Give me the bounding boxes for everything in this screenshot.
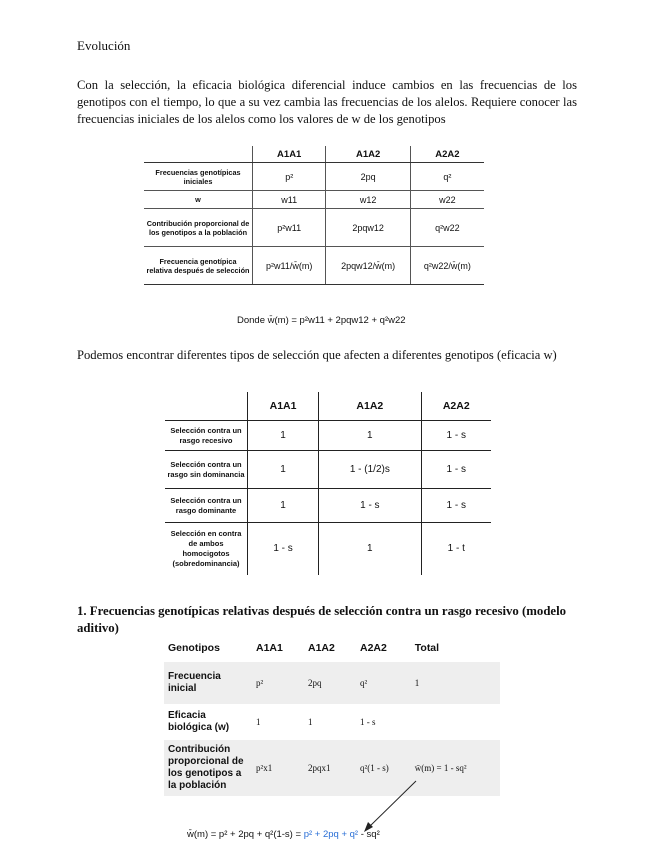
table-cell: 1 - s bbox=[248, 523, 319, 575]
table-cell: 1 bbox=[256, 717, 261, 727]
table-row bbox=[164, 704, 500, 740]
fitness-table bbox=[144, 146, 484, 285]
table-header-cell: Genotipos bbox=[168, 642, 220, 654]
row-label: Contribución proporcional de los genotipos a la población bbox=[144, 209, 253, 247]
table-cell: q² bbox=[410, 163, 484, 191]
table-row bbox=[165, 421, 491, 451]
table-header-cell: Total bbox=[414, 642, 440, 654]
table-header-cell: A2A2 bbox=[410, 146, 484, 163]
row-label: Eficacia biológica (w) bbox=[168, 710, 230, 733]
table-header-cell: A1A1 bbox=[253, 146, 326, 163]
table-cell: w̄(m) = 1 - sq² bbox=[411, 740, 500, 796]
table-row bbox=[165, 451, 491, 489]
table-header-cell bbox=[144, 146, 253, 163]
table-cell: 1 bbox=[248, 489, 319, 523]
table-cell: 1 bbox=[411, 662, 500, 704]
table-row bbox=[144, 191, 484, 209]
table-row bbox=[144, 247, 484, 285]
table-cell: 1 bbox=[319, 421, 421, 451]
table-header-row bbox=[164, 634, 500, 662]
table-cell: p²w11 bbox=[253, 209, 326, 247]
row-label: Selección contra un rasgo recesivo bbox=[165, 421, 248, 451]
formula-lhs: w̄(m) = p² + 2pq + q²(1-s) = bbox=[187, 829, 304, 840]
table-cell: q² bbox=[356, 662, 411, 704]
table-row bbox=[144, 209, 484, 247]
table-header-cell: A1A2 bbox=[308, 642, 335, 654]
table-cell: w12 bbox=[326, 191, 410, 209]
table-row bbox=[165, 489, 491, 523]
table-header-cell: A1A2 bbox=[319, 392, 421, 421]
table-header-row bbox=[165, 392, 491, 421]
table-cell: 1 - t bbox=[421, 523, 491, 575]
table-header-cell: A2A2 bbox=[360, 642, 387, 654]
table-cell: p² bbox=[253, 163, 326, 191]
table-cell: 1 bbox=[248, 421, 319, 451]
table-cell: 1 - s bbox=[421, 451, 491, 489]
table-header-row bbox=[144, 146, 484, 163]
table-cell: 1 - s bbox=[319, 489, 421, 523]
table-cell: q²(1 - s) bbox=[356, 740, 411, 796]
row-label: Frecuencias genotípicas iniciales bbox=[144, 163, 253, 191]
table-cell: q²w22/w̄(m) bbox=[410, 247, 484, 285]
table-cell: w22 bbox=[410, 191, 484, 209]
row-label: w bbox=[144, 191, 253, 209]
selection-types-paragraph: Podemos encontrar diferentes tipos de selección que afecten a diferentes genotipos (eficacia w) bbox=[77, 348, 557, 362]
selection-types-table bbox=[165, 392, 491, 575]
table-header-cell: A1A1 bbox=[248, 392, 319, 421]
table-cell: p²x1 bbox=[252, 740, 304, 796]
table-row bbox=[165, 523, 491, 575]
row-label: Frecuencia genotípica relativa después de selección bbox=[144, 247, 253, 285]
row-label: Selección contra un rasgo dominante bbox=[165, 489, 248, 523]
row-label: Contribución proporcional de los genotipos a la población bbox=[164, 740, 252, 796]
table-cell: 1 - (1/2)s bbox=[319, 451, 421, 489]
table-cell: w11 bbox=[253, 191, 326, 209]
arrow-icon bbox=[360, 778, 420, 834]
table-row bbox=[164, 740, 500, 796]
bottom-formula bbox=[187, 829, 380, 840]
table-cell: 1 - s bbox=[421, 421, 491, 451]
table-cell: 1 bbox=[248, 451, 319, 489]
table-cell: 2pq bbox=[304, 662, 356, 704]
table-row bbox=[144, 163, 484, 191]
formula-highlight: p² + 2pq + q² bbox=[303, 829, 359, 840]
table-cell: 1 - s bbox=[360, 717, 376, 727]
table-cell: 2pqx1 bbox=[304, 740, 356, 796]
table-header-cell: A2A2 bbox=[421, 392, 491, 421]
table-cell: q²w22 bbox=[410, 209, 484, 247]
table-cell bbox=[411, 704, 500, 740]
formula-rhs: - sq² bbox=[358, 829, 380, 840]
table-cell: 2pqw12 bbox=[326, 209, 410, 247]
table-cell: 2pqw12/w̄(m) bbox=[326, 247, 410, 285]
table-cell: 1 bbox=[319, 523, 421, 575]
table-row bbox=[164, 662, 500, 704]
page-title: Evolución bbox=[77, 38, 131, 53]
table-header-cell: A1A1 bbox=[256, 642, 283, 654]
section-heading: 1. Frecuencias genotípicas relativas después de selección contra un rasgo recesivo (modelo aditivo) bbox=[77, 604, 567, 635]
table-header-cell: A1A2 bbox=[326, 146, 410, 163]
recessive-selection-table bbox=[164, 634, 500, 796]
table-cell: 1 bbox=[308, 717, 313, 727]
intro-paragraph: Con la selección, la eficacia biológica diferencial induce cambios en las frecuencias de los genotipos con el tiempo, lo que a su vez cambia las frecuencias de los alelos. Requiere conocer las frecuencias iniciales de los alelos como los valores de w de los genotipos bbox=[77, 78, 577, 126]
table-cell: 2pq bbox=[326, 163, 410, 191]
table-header-cell bbox=[165, 392, 248, 421]
row-label: Selección contra un rasgo sin dominancia bbox=[165, 451, 248, 489]
donde-formula: Donde w̄(m) = p²w11 + 2pqw12 + q²w22 bbox=[237, 315, 406, 326]
row-label: Frecuencia inicial bbox=[164, 662, 252, 704]
table-cell: p² bbox=[252, 662, 304, 704]
table-cell: 1 - s bbox=[421, 489, 491, 523]
table-cell: p²w11/w̄(m) bbox=[253, 247, 326, 285]
row-label: Selección en contra de ambos homocigotos (sobredominancia) bbox=[170, 528, 242, 568]
